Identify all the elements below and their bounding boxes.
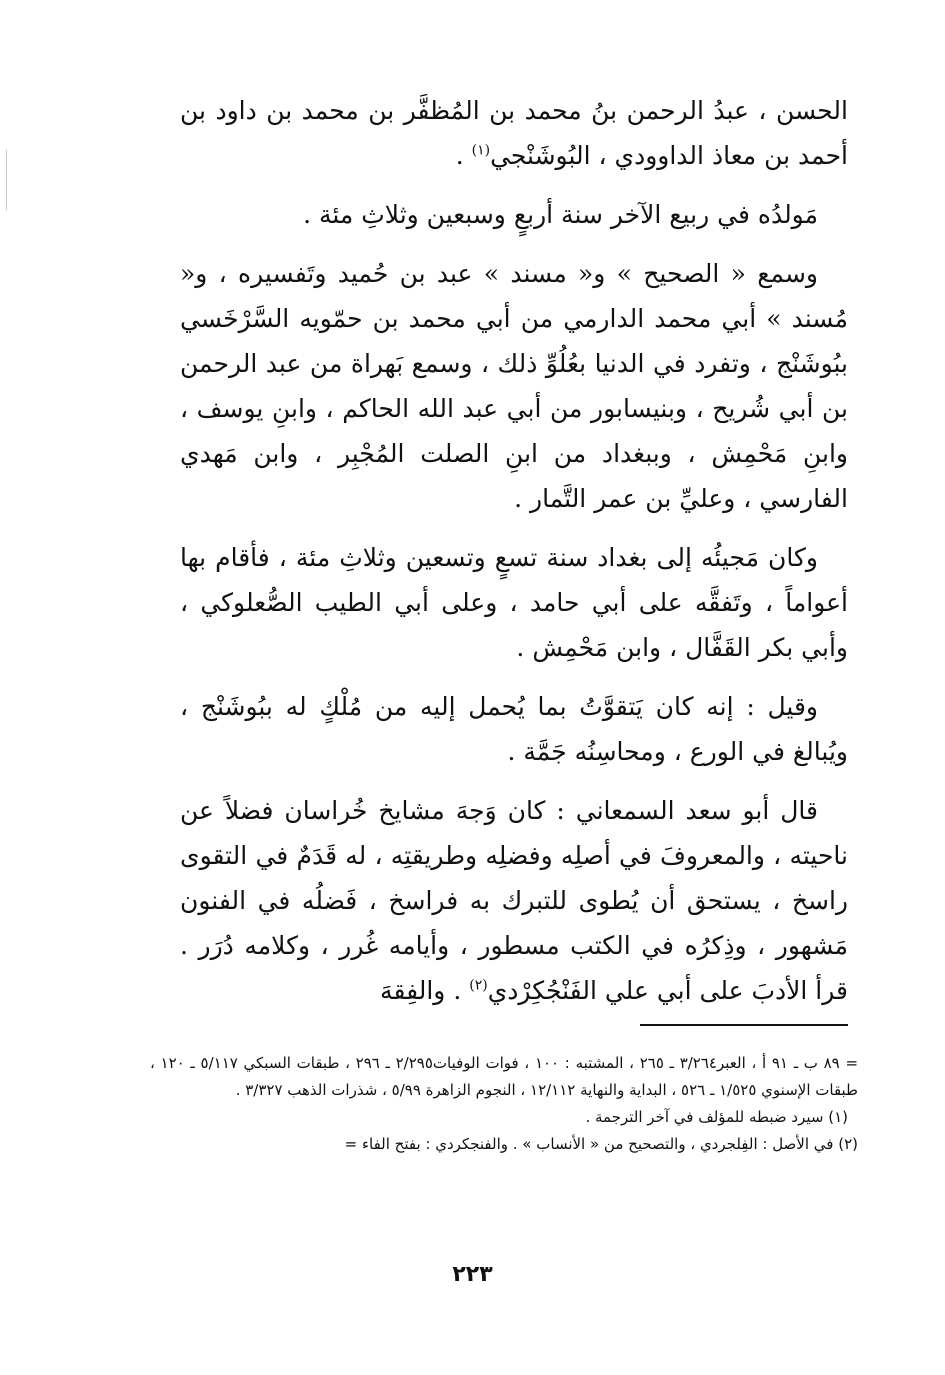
paragraph-6-end: . والفِقهَ <box>380 976 470 1005</box>
footnote-1: (١) سيرد ضبطه للمؤلف في آخر الترجمة . <box>585 1108 848 1126</box>
footnote-continuation: = ٨٩ ب ـ ٩١ أ ، العبر٣/٢٦٤ ـ ٢٦٥ ، المشتبه : ١٠٠ ، فوات الوفيات٢/٢٩٥ ـ ٢٩٦ ، طبقات السبكي ٥/١١٧ ـ ١٢٠ ، طبقات الإسنوي ١/٥٢٥ ـ ٥٢٦ ، البداية والنهاية ١٢/١١٢ ، النجوم الزاهرة ٥/٩٩ ، شذرات الذهب ٣/٣٢٧ . <box>150 1054 859 1099</box>
footnote-ref-1: (١) <box>471 142 491 159</box>
footnote-divider <box>640 1024 848 1026</box>
footnote-ref-2: (٢) <box>469 977 488 994</box>
paragraph-6-text: قال أبو سعد السمعاني : كان وَجهَ مشايخ خُراسان فضلاً عن ناحيته ، والمعروفَ في أصلِه وفضلِه وطريقتِه ، له قَدَمٌ في التقوى راسخ ، يستحق أن يُطوى للتبرك به فراسخ ، فَضلُه في الفنون مَشهور ، وذِكرُه في الكتب مسطور ، وأيامه غُرر ، وكلامه دُرَر . قرأ الأدبَ على أبي علي الفَنْجُكِرْدي <box>180 796 848 1005</box>
paragraph-samani-quote <box>180 788 848 1013</box>
paragraph-baghdad: وكان مَجيئُه إلى بغداد سنة تسعٍ وتسعين وثلاثِ مئة ، فأقام بها أعواماً ، وتَفقَّه على أبي حامد ، وعلى أبي الطيب الصُّعلوكي ، وأبي بكر القَفَّال ، وابن مَحْمِش . <box>180 543 848 662</box>
main-text-block <box>180 88 848 1027</box>
footnotes-block <box>150 1050 858 1158</box>
paragraph-1-end: . <box>455 141 472 170</box>
paragraph-name-lineage <box>180 88 848 178</box>
paragraph-birth: مَولدُه في ربيع الآخر سنة أربعٍ وسبعين وثلاثِ مئة . <box>303 200 818 229</box>
paragraph-hearing: وسمع « الصحيح » و« مسند » عبد بن حُميد وتَفسيره ، و« مُسند » أبي محمد الدارمي من أبي محمد بن حمّويه السَّرْخَسي ببُوشَنْج ، وتفرد في الدنيا بعُلُوِّ ذلك ، وسمع بَهراة من عبد الرحمن بن أبي شُريح ، وبنيسابور من أبي عبد الله الحاكم ، وابنِ يوسف ، وابنِ مَحْمِش ، وببغداد من ابنِ الصلت المُجْبِر ، وابن مَهدي الفارسي ، وعليِّ بن عمر التَّمار . <box>180 259 848 513</box>
paragraph-piety: وقيل : إنه كان يَتقوَّتُ بما يُحمل إليه من مُلْكٍ له ببُوشَنْج ، ويُبالغ في الورع ، ومحاسِنُه جَمَّة . <box>180 692 848 766</box>
scan-edge-mark <box>6 150 7 210</box>
page-number: ٢٢٣ <box>452 1262 493 1287</box>
footnote-2: (٢) في الأصل : الفِلجردي ، والتصحيح من « الأنساب » . والفنجكردي : بفتح الفاء = <box>344 1135 858 1153</box>
paragraph-1-text: الحسن ، عبدُ الرحمن بنُ محمد بن المُظفَّر بن محمد بن داود بن أحمد بن معاذ الداوودي ، البُوشَنْجي <box>180 96 848 170</box>
